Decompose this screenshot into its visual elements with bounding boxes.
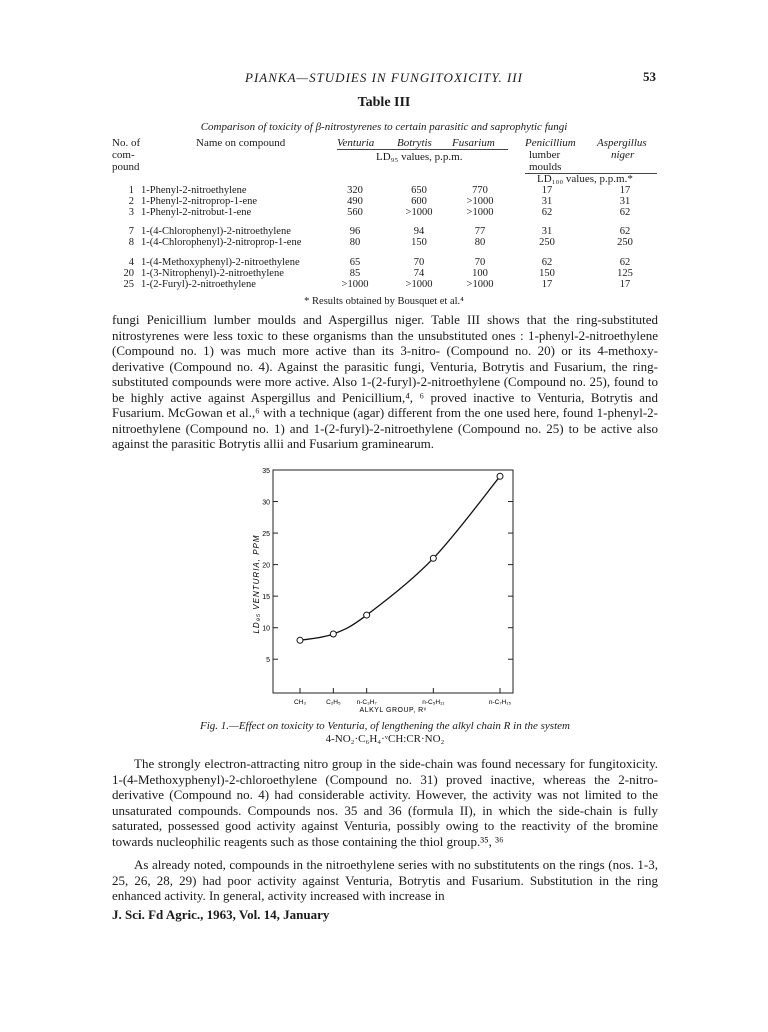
x-tick-label: n-C₃H₇ <box>356 699 377 706</box>
journal-footer: J. Sci. Fd Agric., 1963, Vol. 14, January <box>112 907 330 922</box>
figure-caption: Fig. 1.—Effect on toxicity to Venturia, of lengthening the alkyl chain R in the system 4-NO₂·C₆H₄·ᵛCH:CR·NO₂ <box>200 720 570 745</box>
body-paragraph-3: As already noted, compounds in the nitroethylene series with no substitutents on the rings (nos. 1-3, 25, 26, 28, 29) had poor activity against Venturia, Botrytis and Fusarium. Substitution in the ring enhanced activity. In general, activity increased with increase in <box>112 857 658 903</box>
y-axis <box>262 468 513 664</box>
figure-1-chart <box>240 462 540 720</box>
header-ld100: LD₁₀₀ values, p.p.m.* <box>537 173 633 185</box>
y-tick-label: 30 <box>262 499 270 507</box>
table-footnote: * Results obtained by Bousquet et al.⁴ <box>304 296 464 307</box>
x-tick-label: n-C₇H₁₅ <box>488 699 512 706</box>
header-ld95: LD₉₅ values, p.p.m. <box>376 151 463 163</box>
y-tick-label: 25 <box>262 531 270 539</box>
y-tick-label: 15 <box>262 594 270 602</box>
data-points <box>297 473 503 643</box>
y-axis-label: LD₉₅ VENTURIA, PPM <box>252 534 261 634</box>
data-point <box>364 612 370 618</box>
running-title: PIANKA—STUDIES IN FUNGITOXICITY. III <box>245 70 523 85</box>
header-venturia: Venturia <box>337 137 375 149</box>
table-title: Table III <box>357 95 411 110</box>
data-point <box>497 473 503 479</box>
x-tick-label: C₂H₅ <box>326 699 341 706</box>
table-caption: Comparison of toxicity of β-nitrostyrenes to certain parasitic and saprophytic fungi <box>200 121 568 133</box>
data-point <box>297 637 303 643</box>
header-rule-parasitic <box>337 149 508 150</box>
header-aspergillus: Aspergillus niger <box>597 137 647 161</box>
x-tick-label: CH₃ <box>293 699 307 706</box>
x-axis <box>294 688 512 706</box>
y-tick-label: 5 <box>266 657 270 665</box>
header-compound-no: No. of com- pound <box>112 137 141 173</box>
page-number: 53 <box>643 69 656 84</box>
body-paragraph-2: The strongly electron-attracting nitro group in the side-chain was found necessary for fungitoxicity. 1-(4-Methoxyphenyl)-2-chloroethylene (Compound no. 31) proved inactive, whereas the 2-nitro-derivative (Compound no. 4) had considerable activity. However, the activity was not limited to the unsaturated compounds. Compounds nos. 35 and 36 (formula II), in which the side-chain is fully saturated, possessed good activity against Venturia, possibly owing to the reactivity of the bromine towards nucleophilic reagents such as those containing the thiol group.³⁵, ³⁶ <box>112 756 658 849</box>
x-axis-label: ALKYL GROUP, Rᵛ <box>359 707 427 714</box>
y-tick-label: 35 <box>262 468 270 475</box>
header-botrytis: Botrytis <box>397 137 432 149</box>
header-fusarium: Fusarium <box>452 137 495 149</box>
header-penicillium: Penicillium lumber moulds <box>525 137 576 173</box>
body-paragraph-1: fungi Penicillium lumber moulds and Aspergillus niger. Table III shows that the ring-substituted nitrostyrenes were less toxic to these organisms than the unsubstituted ones : 1-phenyl-2-nitroethylene (Compound no. 1) was much more active than its 3-nitro- (Compound no. 20) or its 4-methoxy-derivative (Compound no. 4). Against the parasitic fungi, Venturia, Botrytis and Fusarium, the ring-substituted compounds were more active. Also 1-(2-furyl)-2-nitroethylene (Compound no. 25), found to be highly active against Aspergillus and Penicillium,⁴, ⁶ proved inactive to Venturia, Botrytis and Fusarium. McGowan et al.,⁶ with a technique (agar) different from the one used here, found 1-phenyl-2-nitroethylene (Compound no. 1) and 1-(2-furyl)-2-nitroethylene (Compound no. 25) to be active also against the parasitic Botrytis allii and Fusarium graminearum. <box>112 312 658 451</box>
series-line <box>300 476 500 640</box>
x-tick-label: n-C₅H₁₁ <box>422 699 445 706</box>
y-tick-label: 20 <box>262 562 270 570</box>
data-point <box>430 555 436 561</box>
header-name: Name on compound <box>196 137 286 149</box>
y-tick-label: 10 <box>262 625 270 633</box>
data-point <box>330 631 336 637</box>
plot-frame <box>273 470 513 693</box>
